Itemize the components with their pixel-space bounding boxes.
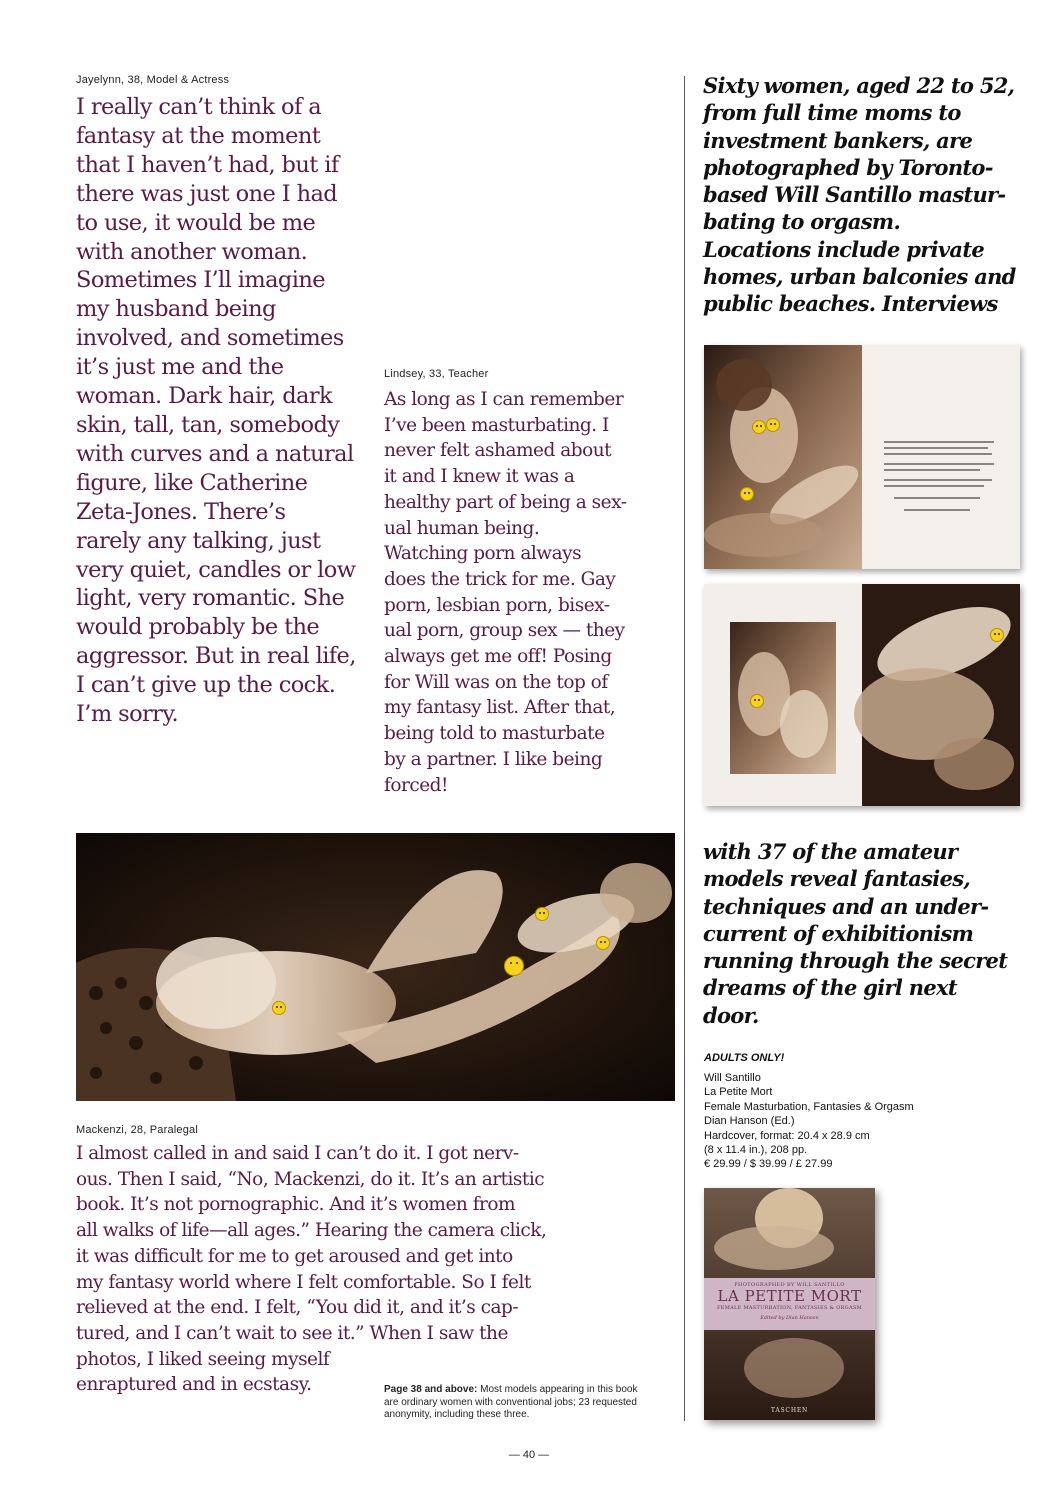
column-divider — [684, 76, 685, 1421]
smiley-sticker-icon — [535, 907, 549, 921]
page-number: — 40 — — [508, 1449, 550, 1461]
quote-lindsey: As long as I can remember I’ve been masturbating. I never felt ashamed about it and I knew it was a healthy part of being a sex- ual human being. Watching porn always does the trick for me. Gay porn, lesbian porn, bisex- ual porn, group sex — they always get me off! Posing for Will was on the top of my fantasy list. After that, being told to masturbate by a partner. I like being forced! — [384, 389, 627, 796]
cover-title: LA PETITE MORT — [717, 1287, 862, 1305]
main-photo — [76, 833, 675, 1101]
book-spread-photo-2 — [704, 584, 1020, 806]
smiley-sticker-icon — [750, 694, 764, 708]
book-cover — [704, 1188, 875, 1420]
credit-lindsey: Lindsey, 33, Teacher — [384, 368, 489, 380]
book-info: Will Santillo La Petite Mort Female Masturbation, Fantasies & Orgasm Dian Hanson (Ed.) Hardcover, format: 20.4 x 28.9 cm (8 x 11.4 in.), 208 pp. € 29.99 / $ 39.99 / £ 27.99 — [704, 1072, 914, 1171]
photo-caption — [384, 1384, 654, 1422]
cover-publisher: TASCHEN — [770, 1407, 809, 1414]
credit-jayelynn: Jayelynn, 38, Model & Actress — [76, 74, 230, 86]
quote-jayelynn: I really can’t think of a fantasy at the moment that I haven’t had, but if there was just one I had to use, it would be me with another woman. Sometimes I’ll imagine my husband being involved, and sometimes it’s just me and the woman. Dark hair, dark skin, tall, tan, somebody with curves and a natural figure, like Catherine Zeta-Jones. There’s rarely any talking, just very quiet, candles or low light, very romantic. She would probably be the aggressor. But in real life, I can’t give up the cock. I’m sorry. — [76, 94, 356, 728]
smiley-sticker-icon — [752, 420, 766, 434]
blurb-top: Sixty women, aged 22 to 52, from full time moms to investment bankers, are photographed by Toronto- based Will Santillo mastur- bating to orgasm. Locations include private homes, urban balconies and public beaches. Interviews — [703, 73, 1016, 317]
cover-subtitle: FEMALE MASTURBATION, FANTASIES & ORGASM — [716, 1305, 863, 1311]
book-spread-photo-1 — [704, 345, 1020, 569]
smiley-sticker-icon — [740, 487, 754, 501]
smiley-sticker-icon — [766, 418, 780, 432]
adults-only-label: ADULTS ONLY! — [704, 1052, 785, 1064]
smiley-sticker-icon — [596, 936, 610, 950]
caption-label: Page 38 and above: — [384, 1384, 478, 1395]
quote-mackenzi: I almost called in and said I can’t do it. I got nerv- ous. Then I said, “No, Mackenzi, do it. It’s an artistic book. It’s not pornographic. And it’s women from all walks of life—all ages.” Hearing the camera click, it was difficult for me to get aroused and get into my fantasy world where I felt comfortable. So I felt relieved at the end. I felt, “You did it, and it’s cap- tured, and I can’t wait to see it.” When I saw the photos, I liked seeing myself enraptured and in ecstasy. — [76, 1143, 547, 1396]
smiley-sticker-icon — [272, 1001, 286, 1015]
cover-edited: Edited by Dian Hanson — [760, 1315, 819, 1321]
smiley-sticker-icon — [504, 956, 524, 976]
credit-mackenzi: Mackenzi, 28, Paralegal — [76, 1124, 198, 1136]
cover-top-line: PHOTOGRAPHED BY WILL SANTILLO — [734, 1282, 845, 1288]
blurb-bottom: with 37 of the amateur models reveal fantasies, techniques and an under- current of exhibitionism running through the secret dreams of the girl next door. — [703, 839, 1008, 1028]
caption-text: Most models appearing in this book are ordinary women with conventional jobs; 23 requested anonymity, including these three. — [384, 1384, 638, 1420]
smiley-sticker-icon — [990, 628, 1004, 642]
